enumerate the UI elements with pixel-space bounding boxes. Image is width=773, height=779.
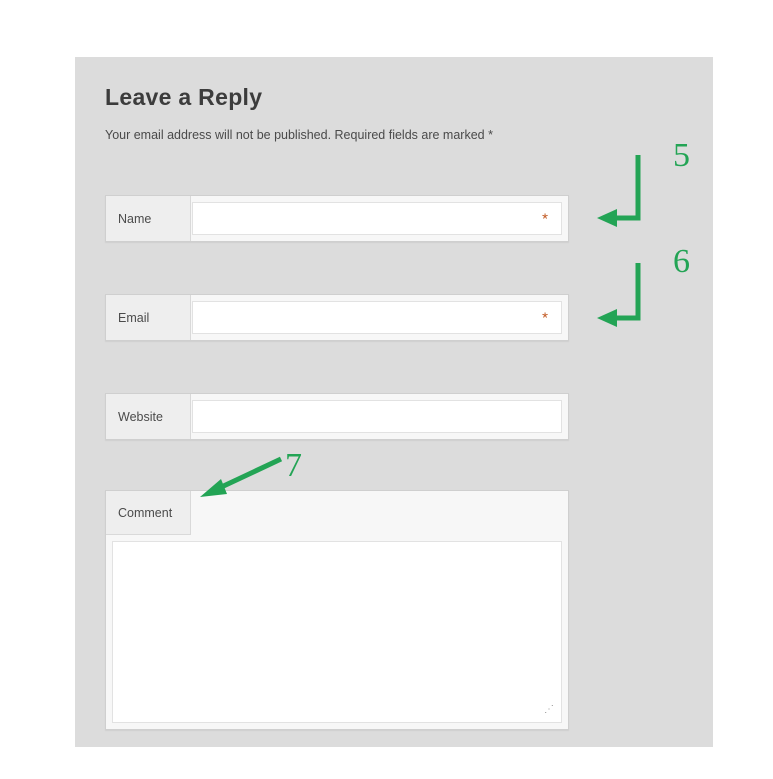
website-field-label: Website <box>106 394 191 439</box>
annotation-number-7: 7 <box>285 447 302 484</box>
email-field-label: Email <box>106 295 191 340</box>
resize-grip-icon[interactable]: ⋰ <box>544 704 554 715</box>
email-input[interactable] <box>192 301 562 334</box>
name-field-label: Name <box>106 196 191 241</box>
website-field-row[interactable] <box>105 393 569 440</box>
comment-field-label: Comment <box>106 491 191 535</box>
name-input[interactable] <box>192 202 562 235</box>
name-field-row[interactable] <box>105 195 569 242</box>
annotation-number-6: 6 <box>673 243 690 280</box>
page-title: Leave a Reply <box>105 84 263 110</box>
name-required-asterisk: * <box>542 210 548 227</box>
comment-field-row[interactable] <box>105 490 569 730</box>
form-note: Your email address will not be published. Required fields are marked * <box>105 128 493 142</box>
email-field-row[interactable] <box>105 294 569 341</box>
comment-textarea[interactable] <box>112 541 562 723</box>
annotation-number-5: 5 <box>673 137 690 174</box>
email-required-asterisk: * <box>542 309 548 326</box>
website-input[interactable] <box>192 400 562 433</box>
